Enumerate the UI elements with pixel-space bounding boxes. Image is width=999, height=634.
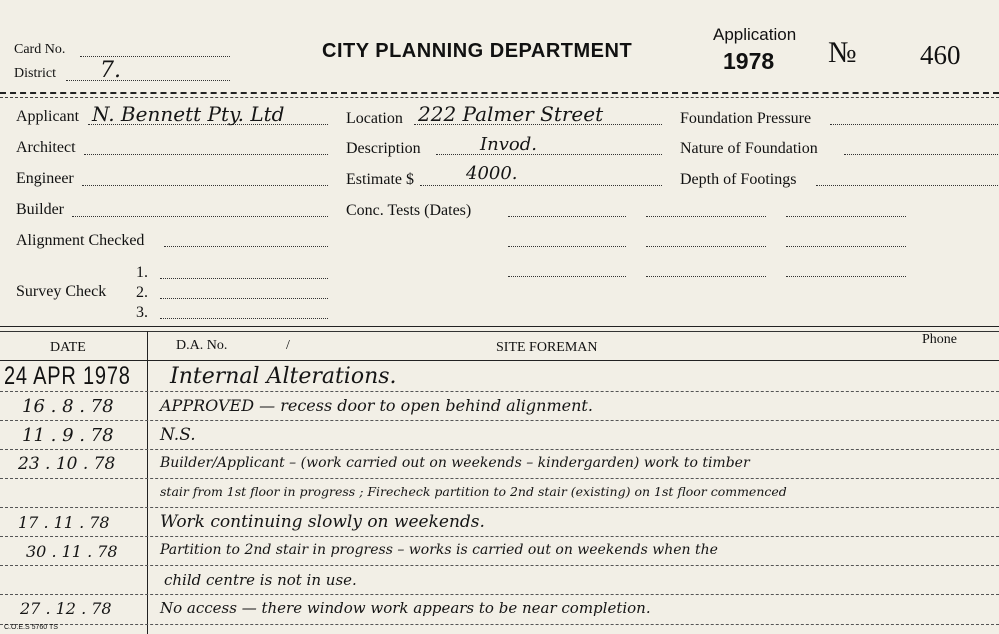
foundation-pressure-line (830, 124, 998, 125)
architect-label: Architect (16, 139, 76, 156)
log-date: 27 . 12 . 78 (20, 599, 112, 618)
log-date-stamp: 24 APR 1978 (4, 362, 131, 390)
log-date: 30 . 11 . 78 (26, 542, 118, 561)
builder-line (72, 216, 328, 217)
foundation-pressure-label: Foundation Pressure (680, 110, 812, 127)
description-label: Description (346, 140, 421, 157)
conc-tests-line-1 (508, 216, 626, 217)
date-column-divider (147, 331, 148, 634)
description-line (436, 154, 662, 155)
nature-foundation-line (844, 154, 998, 155)
conc-tests-line-2 (646, 216, 766, 217)
form-code: C.O.E.S 5760 TS (4, 624, 58, 631)
row-line-2 (0, 420, 999, 421)
log-date: 17 . 11 . 78 (18, 513, 110, 532)
row-line-8 (0, 594, 999, 595)
row-line-9 (0, 624, 999, 625)
details-divider (0, 326, 999, 327)
application-label: Application (713, 25, 797, 44)
conc-tests-line-6 (786, 246, 906, 247)
site-foreman-header: SITE FOREMAN (496, 340, 598, 355)
nature-foundation-label: Nature of Foundation (680, 140, 818, 157)
conc-tests-line-3 (786, 216, 906, 217)
conc-tests-label: Conc. Tests (Dates) (346, 202, 472, 219)
log-entry: child centre is not in use. (164, 571, 357, 589)
da-slash: / (286, 338, 290, 353)
survey-check-label: Survey Check (16, 283, 107, 300)
applicant-label: Applicant (16, 108, 80, 125)
log-entry: N.S. (160, 425, 196, 445)
applicant-value: N. Bennett Pty. Ltd (92, 102, 285, 126)
log-entry: Builder/Applicant – (work carried out on weekends – kindergarden) work to timber (160, 455, 750, 471)
estimate-value: 4000. (466, 163, 518, 184)
log-date: 11 . 9 . 78 (22, 425, 114, 446)
district-label: District (14, 66, 56, 81)
row-line-1 (0, 391, 999, 392)
log-entry: No access — there window work appears to be near completion. (160, 599, 651, 617)
architect-line (84, 154, 328, 155)
application-year: 1978 (723, 48, 775, 74)
card-no-label: Card No. (14, 42, 66, 57)
survey-2-line (160, 298, 328, 299)
engineer-label: Engineer (16, 170, 74, 187)
conc-tests-line-9 (786, 276, 906, 277)
estimate-line (420, 185, 662, 186)
card-no-line (80, 56, 230, 57)
department-title: CITY PLANNING DEPARTMENT (322, 40, 633, 62)
alignment-label: Alignment Checked (16, 232, 145, 249)
conc-tests-line-4 (508, 246, 626, 247)
conc-tests-line-8 (646, 276, 766, 277)
builder-label: Builder (16, 201, 64, 218)
da-header: D.A. No. (176, 338, 228, 353)
survey-3-line (160, 318, 328, 319)
log-date: 23 . 10 . 78 (18, 454, 116, 474)
survey-2-label: 2. (136, 284, 148, 301)
estimate-label: Estimate $ (346, 171, 414, 188)
log-entry: Internal Alterations. (170, 364, 397, 389)
conc-tests-line-5 (646, 246, 766, 247)
description-value: Invod. (480, 134, 537, 155)
log-entry: Partition to 2nd stair in progress – works is carried out on weekends when the (160, 542, 718, 558)
district-value: 7. (100, 58, 121, 83)
depth-footings-line (816, 185, 998, 186)
date-header: DATE (50, 340, 86, 355)
number-symbol: № (828, 36, 857, 69)
row-line-5 (0, 507, 999, 508)
log-date: 16 . 8 . 78 (22, 396, 114, 417)
conc-tests-line-7 (508, 276, 626, 277)
alignment-line (164, 246, 328, 247)
location-value: 222 Palmer Street (418, 102, 604, 126)
log-entry: APPROVED — recess door to open behind alignment. (160, 396, 593, 415)
row-line-3 (0, 449, 999, 450)
survey-1-label: 1. (136, 264, 148, 281)
district-line (66, 80, 230, 81)
log-header-divider (0, 360, 999, 361)
survey-1-line (160, 278, 328, 279)
survey-3-label: 3. (136, 304, 148, 321)
log-entry: Work continuing slowly on weekends. (160, 512, 485, 532)
row-line-6 (0, 536, 999, 537)
header-divider (0, 92, 999, 94)
log-entry: stair from 1st floor in progress ; Firecheck partition to 2nd stair (existing) on 1st floor commenced (160, 484, 787, 499)
details-divider-2 (0, 331, 999, 332)
depth-footings-label: Depth of Footings (680, 171, 797, 188)
header-divider-2 (0, 97, 999, 98)
engineer-line (82, 185, 328, 186)
row-line-7 (0, 565, 999, 566)
application-number: 460 (920, 40, 961, 70)
phone-header: Phone (922, 332, 957, 347)
location-label: Location (346, 110, 403, 127)
row-line-4 (0, 478, 999, 479)
